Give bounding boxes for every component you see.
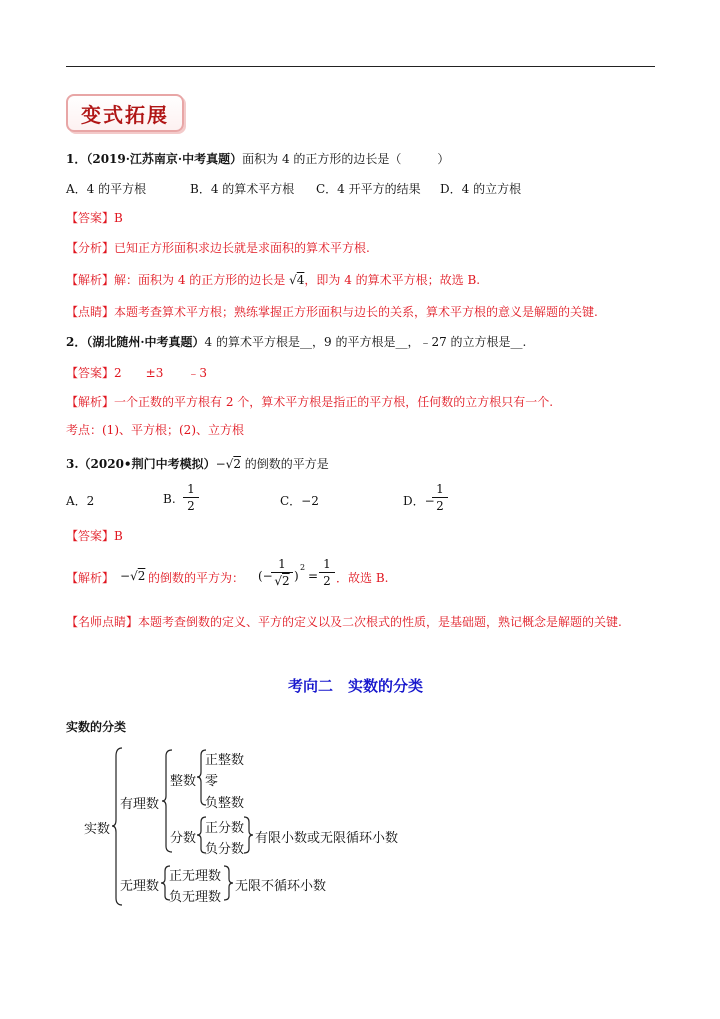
radicand: 2: [137, 569, 146, 583]
minus-sign: −: [424, 494, 435, 508]
denominator: 2: [323, 574, 331, 588]
option-label: D．: [403, 494, 425, 508]
answer-label: 【答案】: [66, 366, 115, 380]
node-neg-int: 负整数: [205, 796, 245, 811]
q3-option-b-label: B.: [163, 492, 176, 506]
q3-left-paren: (−: [258, 569, 273, 583]
comment-text: 本题考查倒数的定义、平方的定义以及二次根式的性质，是基础题，熟记概念是解题的关键.: [138, 615, 622, 629]
q1-option-b: B．4 的算术平方根: [190, 182, 295, 196]
q1-number: 1．: [66, 152, 87, 166]
minus-sign: −: [215, 457, 226, 471]
classification-heading: 实数的分类: [66, 720, 127, 734]
node-rational: 有理数: [120, 797, 160, 812]
analysis-label: 【分析】: [66, 241, 115, 255]
node-neg-irr: 负无理数: [169, 890, 222, 905]
solution-text: 一个正数的平方根有 2 个，算术平方根是指正的平方根，任何数的立方根只有一个.: [114, 395, 554, 409]
q3-right-paren: ): [294, 569, 299, 583]
brace-fraction-close: [244, 817, 253, 853]
analysis-text: 已知正方形面积求边长就是求面积的算术平方根.: [114, 241, 370, 255]
node-integer: 整数: [170, 774, 197, 789]
node-zero: 零: [205, 774, 219, 789]
q1-source: （2019·江苏南京·中考真题）: [86, 152, 243, 166]
q3-solution-end: ．故选 B.: [336, 571, 389, 585]
q2-points: 考点：(1)、平方根；(2)、立方根: [66, 423, 244, 437]
node-neg-frac: 负分数: [205, 842, 245, 857]
solution-text: 解：面积为 4 的正方形的边长是: [114, 273, 286, 287]
q3-exponent: 2: [300, 563, 306, 572]
numerator: 1: [278, 557, 286, 571]
node-pos-int: 正整数: [205, 753, 245, 768]
node-fraction: 分数: [170, 831, 197, 846]
q3-stem-text: 的倒数的平方是: [244, 457, 329, 471]
sqrt-expression: √4: [285, 273, 305, 287]
answer-value: B: [114, 211, 123, 225]
q1-option-a: A．4 的平方根: [66, 182, 147, 196]
q1-option-d: D．4 的立方根: [440, 182, 522, 196]
node-frac-note: 有限小数或无限循环小数: [255, 831, 399, 846]
comment-label: 【点睛】: [66, 305, 115, 319]
denominator: 2: [187, 499, 195, 513]
radicand: 4: [296, 273, 305, 287]
answer-label: 【答案】: [66, 529, 115, 543]
minus-sign: −: [120, 569, 131, 583]
radicand: 2: [282, 574, 290, 588]
q3-source: （2020•荆门中考模拟）: [78, 457, 216, 471]
neg-sqrt2: −√2: [215, 457, 241, 471]
answer-value: 2 ±3 ﹣3: [114, 366, 207, 380]
solution-text-end: ，即为 4 的算术平方根；故选 B.: [304, 273, 481, 287]
numerator: 1: [187, 482, 195, 496]
q3-option-c: C．−2: [280, 494, 319, 508]
node-pos-frac: 正分数: [205, 821, 245, 836]
q3-equals: =: [308, 569, 319, 583]
numerator: 1: [436, 482, 444, 496]
solution-label: 【解析】: [66, 395, 115, 409]
section-title: 考向二 实数的分类: [288, 677, 424, 695]
solution-label: 【解析】: [66, 273, 115, 287]
answer-label: 【答案】: [66, 211, 115, 225]
q1-stem-text: 面积为 4 的正方形的边长是（ ）: [242, 152, 450, 166]
answer-value: B: [114, 529, 123, 543]
q3-solution-label: 【解析】: [66, 571, 115, 585]
q1-option-c: C．4 开平方的结果: [316, 182, 421, 196]
node-real: 实数: [84, 822, 111, 837]
brace-irrational-close: [224, 866, 233, 900]
q3-solution-sqrt: −√2: [120, 569, 146, 583]
node-irr-note: 无限不循环小数: [235, 879, 327, 894]
q3-number: 3.: [66, 457, 79, 471]
q2-source: （湖北随州·中考真题）: [86, 335, 205, 349]
q2-number: 2．: [66, 335, 87, 349]
comment-text: 本题考查算术平方根；熟练掌握正方形面积与边长的关系，算术平方根的意义是解题的关键.: [114, 305, 598, 319]
denominator: √2: [274, 574, 290, 588]
q3-option-a: A．2: [66, 494, 95, 508]
section-banner: 变式拓展: [66, 94, 184, 132]
q2-stem-text: 4 的算术平方根是__，9 的平方根是__，﹣27 的立方根是__.: [204, 335, 527, 349]
denominator: 2: [436, 499, 444, 513]
radicand: 2: [233, 457, 241, 471]
node-pos-irr: 正无理数: [169, 869, 222, 884]
comment-label: 【名师点睛】: [66, 615, 139, 629]
q3-solution-text: 的倒数的平方为：: [148, 571, 245, 585]
node-irrational: 无理数: [120, 879, 160, 894]
numerator: 1: [323, 557, 331, 571]
